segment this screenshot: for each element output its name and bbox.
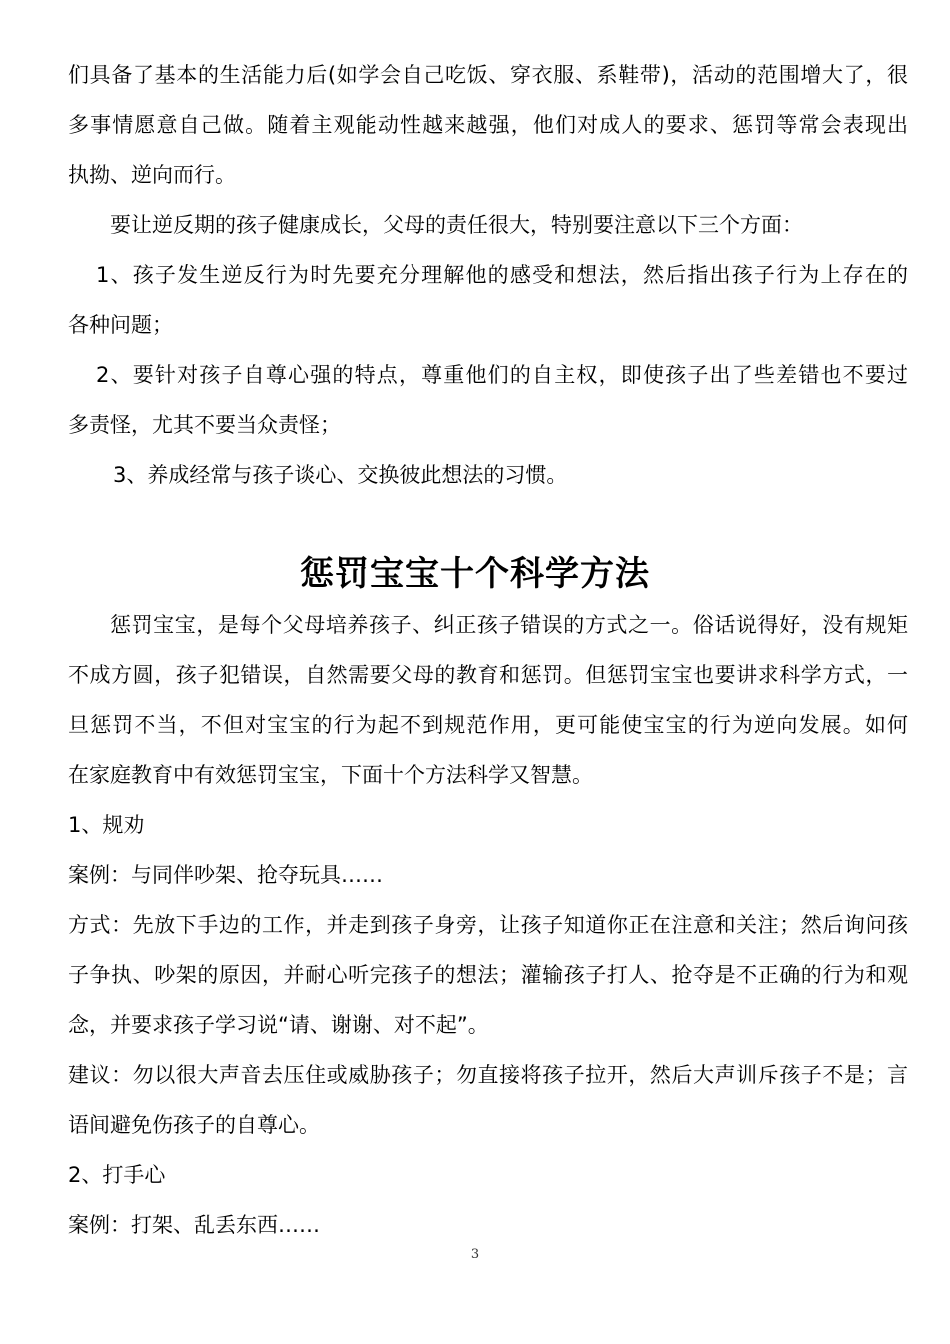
paragraph-line: 惩罚宝宝，是每个父母培养孩子、纠正孩子错误的方式之一。俗话说得好，没有规矩 xyxy=(110,613,908,637)
list-item-3-line: 3、养成经常与孩子谈心、交换彼此想法的习惯。 xyxy=(113,463,568,487)
case-line: 案例：打架、乱丢东西…… xyxy=(68,1213,320,1237)
list-item-1-line: 各种问题； xyxy=(68,313,173,337)
case-line: 案例：与同伴吵架、抢夺玩具…… xyxy=(68,863,383,887)
list-item-1-line: 1、孩子发生逆反行为时先要充分理解他的感受和想法，然后指出孩子行为上存在的 xyxy=(96,263,908,287)
paragraph-line: 要让逆反期的孩子健康成长，父母的责任很大，特别要注意以下三个方面： xyxy=(110,213,803,237)
paragraph-line: 们具备了基本的生活能力后(如学会自己吃饭、穿衣服、系鞋带)，活动的范围增大了，很 xyxy=(68,63,908,87)
method-heading: 1、规劝 xyxy=(68,813,145,837)
method-line: 子争执、吵架的原因，并耐心听完孩子的想法；灌输孩子打人、抢夺是不正确的行为和观 xyxy=(68,963,908,987)
paragraph-line: 在家庭教育中有效惩罚宝宝，下面十个方法科学又智慧。 xyxy=(68,763,593,787)
paragraph-line: 不成方圆，孩子犯错误，自然需要父母的教育和惩罚。但惩罚宝宝也要讲求科学方式，一 xyxy=(68,663,908,687)
list-item-2-line: 2、要针对孩子自尊心强的特点，尊重他们的自主权，即使孩子出了些差错也不要过 xyxy=(96,363,908,387)
advice-line: 语间避免伤孩子的自尊心。 xyxy=(68,1113,320,1137)
paragraph-line: 多事情愿意自己做。随着主观能动性越来越强，他们对成人的要求、惩罚等常会表现出 xyxy=(68,113,908,137)
list-item-2-line: 多责怪，尤其不要当众责怪； xyxy=(68,413,341,437)
section-title: 惩罚宝宝十个科学方法 xyxy=(300,554,650,594)
page-number: 3 xyxy=(470,1247,480,1262)
method-line: 念，并要求孩子学习说“请、谢谢、对不起”。 xyxy=(68,1013,489,1037)
paragraph-line: 旦惩罚不当，不但对宝宝的行为起不到规范作用，更可能使宝宝的行为逆向发展。如何 xyxy=(68,713,908,737)
paragraph-line: 执拗、逆向而行。 xyxy=(68,163,236,187)
method-heading: 2、打手心 xyxy=(68,1163,166,1187)
advice-line: 建议：勿以很大声音去压住或威胁孩子；勿直接将孩子拉开，然后大声训斥孩子不是；言 xyxy=(68,1063,908,1087)
method-line: 方式：先放下手边的工作，并走到孩子身旁，让孩子知道你正在注意和关注；然后询问孩 xyxy=(68,913,908,937)
